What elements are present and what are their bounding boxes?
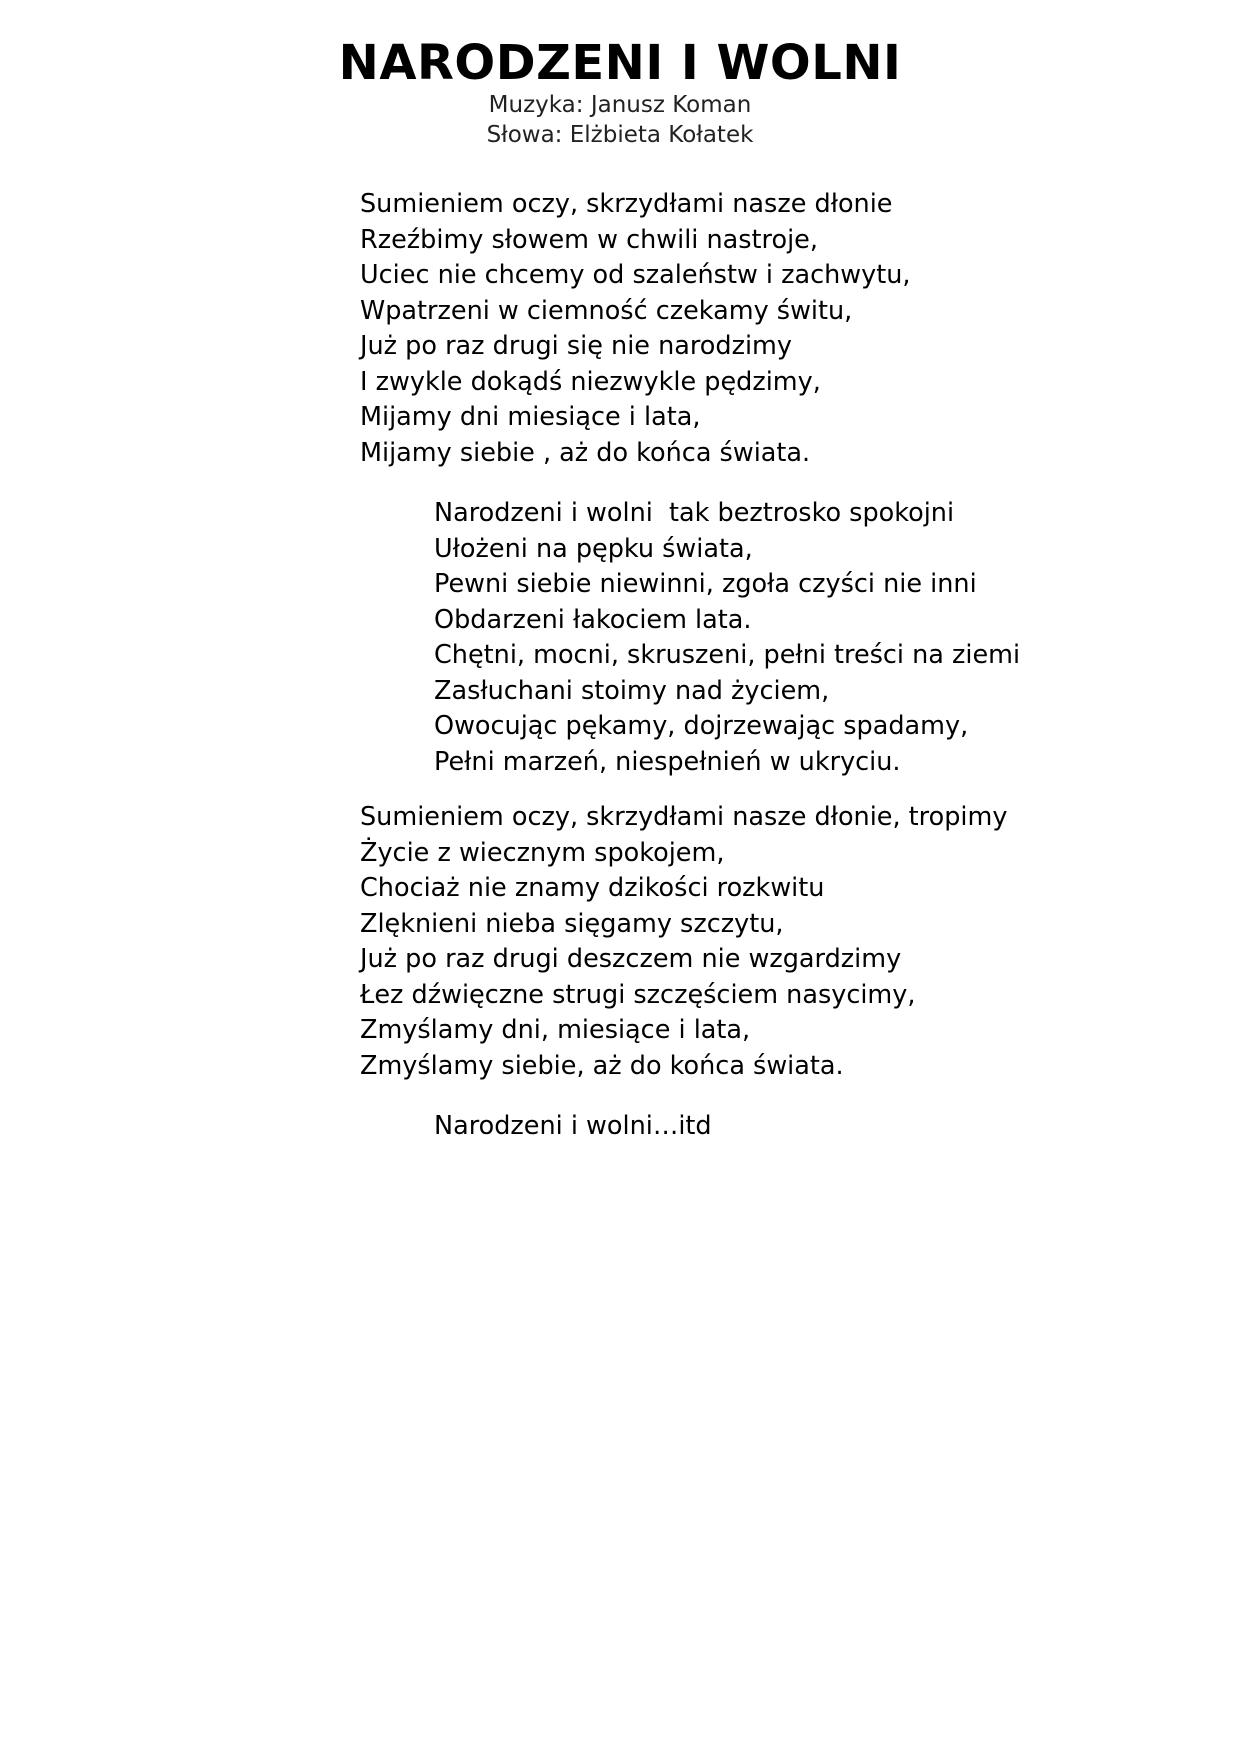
lyric-line: Ułożeni na pępku świata,: [434, 533, 753, 564]
lyric-line: Pewni siebie niewinni, zgoła czyści nie inni: [434, 569, 977, 599]
lyric-line: Owocując pękamy, dojrzewając spadamy,: [434, 711, 969, 741]
lyric-line: Sumieniem oczy, skrzydłami nasze dłonie, tropimy: [360, 802, 1008, 832]
music-credit: Muzyka: Janusz Koman: [488, 92, 752, 118]
lyric-line: Już po raz drugi deszczem nie wzgardzimy: [360, 944, 902, 974]
lyric-line: Zasłuchani stoimy nad życiem,: [434, 675, 830, 706]
verse-2: [360, 800, 1007, 1084]
lyric-line: Obdarzeni łakociem lata.: [434, 604, 752, 635]
lyric-line: Rzeźbimy słowem w chwili nastroje,: [360, 224, 818, 255]
lyric-line: Zlęknieni nieba sięgamy szczytu,: [360, 908, 784, 939]
lyric-line: Chociaż nie znamy dzikości rozkwitu: [360, 873, 825, 903]
lyric-line: Już po raz drugi się nie narodzimy: [360, 331, 792, 361]
lyrics-credit: Słowa: Elżbieta Kołatek: [486, 122, 754, 148]
song-title: NARODZENI I WOLNI: [338, 35, 902, 91]
song-credits: [0, 90, 1240, 150]
lyric-line: I zwykle dokądś niezwykle pędzimy,: [360, 366, 821, 397]
verse-1: [360, 187, 911, 471]
lyric-line: Mijamy siebie , aż do końca świata.: [360, 437, 811, 468]
chorus-1: [434, 496, 1020, 780]
lyric-line: Sumieniem oczy, skrzydłami nasze dłonie: [360, 189, 893, 219]
lyric-line: Zmyślamy dni, miesiące i lata,: [360, 1015, 751, 1045]
lyric-line: Wpatrzeni w ciemność czekamy świtu,: [360, 295, 853, 326]
lyric-line: Pełni marzeń, niespełnień w ukryciu.: [434, 746, 901, 777]
lyric-line: Życie z wiecznym spokojem,: [360, 837, 725, 868]
lyric-line: Zmyślamy siebie, aż do końca świata.: [360, 1050, 844, 1081]
lyric-line: Łez dźwięczne strugi szczęściem nasycimy,: [360, 979, 916, 1010]
lyric-line: Narodzeni i wolni tak beztrosko spokojni: [434, 498, 955, 528]
lyric-line: Chętni, mocni, skruszeni, pełni treści na ziemi: [434, 640, 1021, 670]
chorus-2: [434, 1109, 712, 1145]
lyric-line: Narodzeni i wolni…itd: [434, 1111, 712, 1141]
lyric-line: Uciec nie chcemy od szaleństw i zachwytu,: [360, 260, 911, 290]
lyric-line: Mijamy dni miesiące i lata,: [360, 402, 701, 432]
